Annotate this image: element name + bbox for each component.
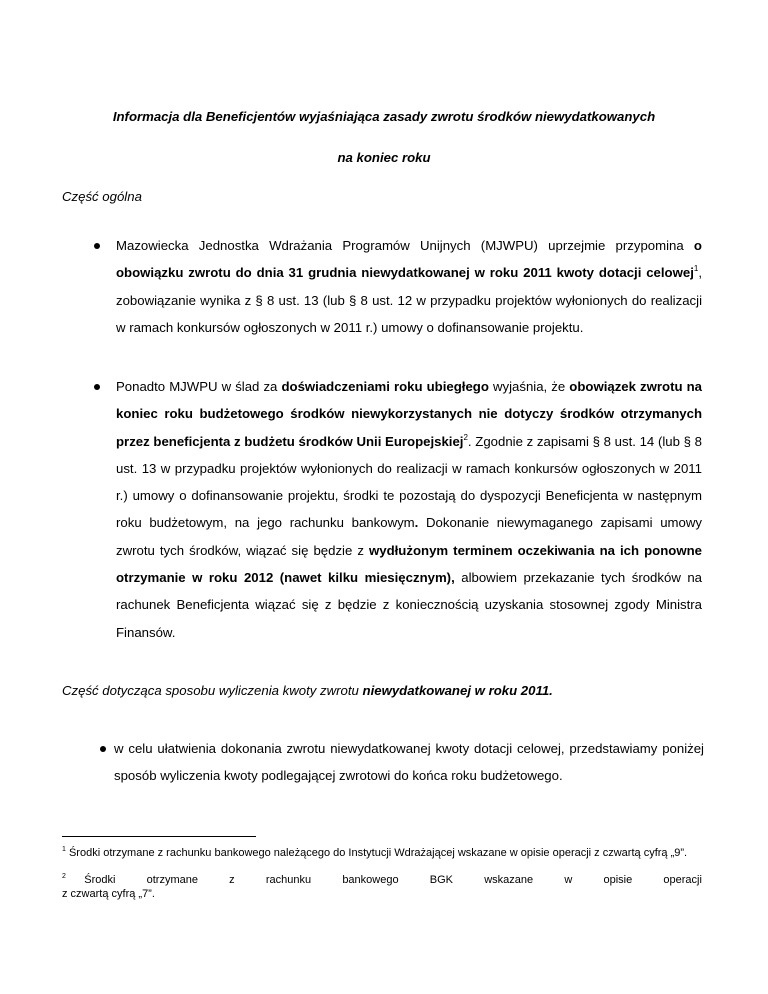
document-title-line1: Informacja dla Beneficjentów wyjaśniająca zasady zwrotu środków niewydatkowanych [112, 109, 656, 124]
footnote-2-word [62, 874, 115, 888]
paragraph-calculation: w celu ułatwienia dokonania zwrotu niewydatkowanej kwoty dotacji celowej, przedstawiamy poniżej sposób wyliczenia kwoty podlegającej zwrotowi do końca roku budżetowego. [114, 741, 704, 784]
fn2-word: otrzymane [146, 874, 198, 886]
footnote-2 [62, 874, 702, 901]
section-heading-general: Część ogólna [62, 189, 142, 204]
paragraph-reminder [116, 232, 702, 341]
fn2-word: z [229, 874, 235, 886]
bullet-dot-icon [94, 384, 100, 390]
bullet-dot-icon [94, 243, 100, 249]
eu-text-3: . Zgodnie z zapisami § 8 ust. 14 (lub § 8 ust. 13 w przypadku projektów wyłonionych do realizacji w ramach konkursów ogłoszonych w 2011 r.) umowy o dofinansowanie projektu, środki te pozostają do dyspozycji Beneficjenta w następnym roku budżetowym, na jego rachunku bankowym [116, 433, 702, 531]
fn2-word: bankowego [342, 874, 399, 886]
footnote-ref-2: 2 [463, 432, 468, 442]
fn2-word: wskazane [484, 874, 534, 886]
eu-text-2: wyjaśnia, że [488, 379, 570, 394]
fn2-word: operacji [663, 874, 702, 886]
eu-bold-2: obowiązek zwrotu na koniec roku budżetowego środków niewykorzystanych nie dotyczy środków otrzymanych przez beneficjenta z budżetu środków Unii Europejskiej [116, 379, 702, 449]
footnote-ref-1: 1 [693, 264, 699, 274]
eu-bold-1: doświadczeniami roku ubiegłego [281, 379, 489, 394]
reminder-text-a: Mazowiecka Jednostka Wdrażania Programów Unijnych (MJWPU) uprzejmie przypomina [116, 238, 684, 253]
fn2-word: w [564, 874, 573, 886]
eu-text-4: Dokonanie niewymaganego zapisami umowy zwrotu tych środków, wiązać się będzie z [116, 515, 702, 558]
eu-bold-3: . [414, 515, 419, 531]
document-title-line2: na koniec roku [337, 150, 431, 165]
reminder-obligation-bold: o obowiązku zwrotu do dnia 31 grudnia niewydatkowanej w roku 2011 kwoty dotacji celowej [116, 238, 702, 281]
footnote-2-line1 [62, 874, 702, 888]
footnote-2-line2: z czwartą cyfrą „7”. [62, 887, 155, 900]
section-heading-calculation [62, 683, 553, 698]
paragraph-eu-funds [116, 373, 702, 646]
fn2-word: opisie [603, 874, 633, 886]
fn2-word: BGK [429, 874, 454, 886]
footnote-2-number: 2 [62, 873, 66, 880]
footnote-separator [62, 836, 256, 837]
calc-heading-plain: Część dotycząca sposobu wyliczenia kwoty zwrotu [62, 683, 363, 698]
calc-heading-bold: niewydatkowanej w roku 2011. [362, 683, 553, 698]
footnote-1-text: Środki otrzymane z rachunku bankowego należącego do Instytucji Wdrażającej wskazane w opisie operacji z czwartą cyfrą „9”. [68, 847, 688, 859]
reminder-text-c: , zobowiązanie wynika z § 8 ust. 13 (lub § 8 ust. 12 w przypadku projektów wyłonionych do realizacji w ramach konkursów ogłoszonych w 2011 r.) umowy o dofinansowanie projektu. [116, 265, 702, 335]
fn2-word: rachunku [265, 874, 312, 886]
fn2-word: Środki [84, 874, 116, 886]
footnote-1-number: 1 [62, 846, 66, 853]
footnote-1 [62, 847, 702, 861]
eu-text-1: Ponadto MJWPU w ślad za [116, 379, 282, 394]
bullet-dot-icon [100, 746, 106, 752]
eu-bold-4: wydłużonym terminem oczekiwania na ich ponowne otrzymanie w roku 2012 (nawet kilku miesięcznym), [116, 542, 702, 586]
eu-text-5: albowiem przekazanie tych środków na rachunek Beneficjenta wiązać się z będzie z koniecznością uzyskania stosownej zgody Ministra Finansów. [116, 570, 703, 640]
